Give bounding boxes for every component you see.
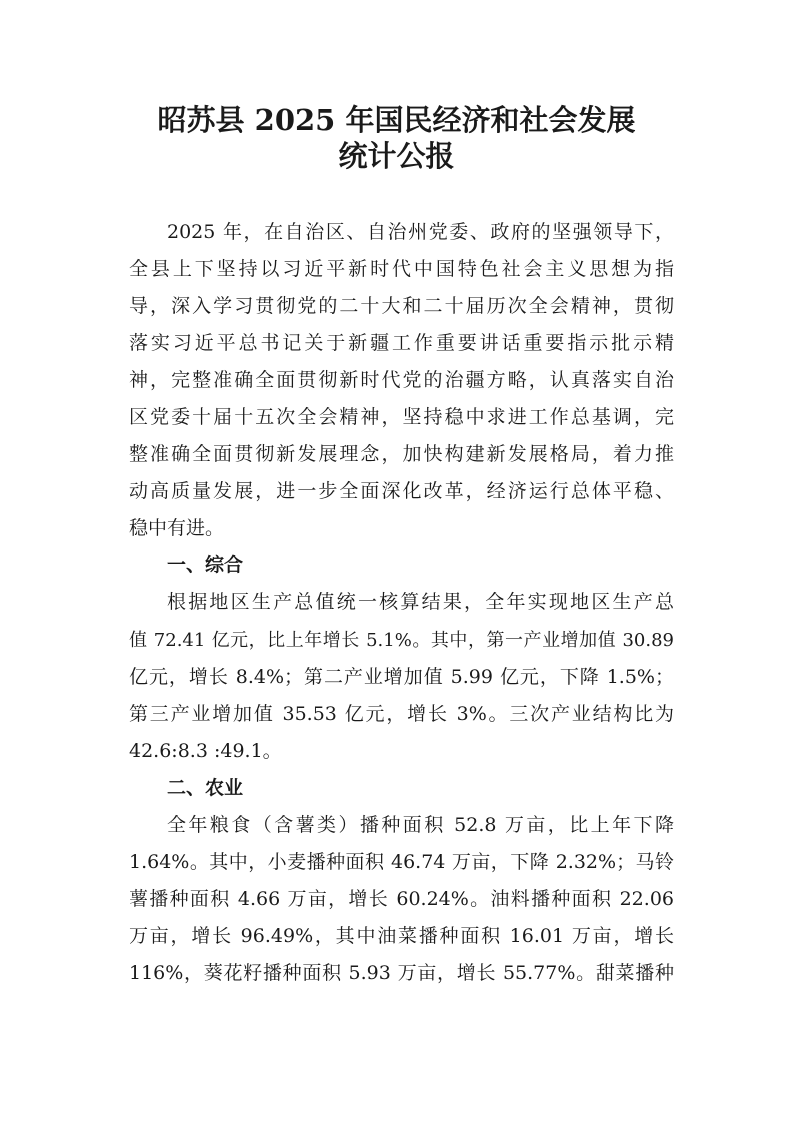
text-line: 1.64%。其中，小麦播种面积 46.74 万亩，下降 2.32%；马铃 [129, 850, 674, 873]
text-line: 42.6:8.3 :49.1。 [129, 739, 282, 762]
text-line: 神，完整准确全面贯彻新时代党的治疆方略，认真落实自治 [129, 369, 674, 392]
text-line: 亿元，增长 8.4%；第二产业增加值 5.99 亿元，下降 1.5%； [129, 665, 674, 688]
intro-paragraph [129, 214, 674, 547]
section-heading-agriculture: 二、农业 [167, 776, 244, 799]
text-line: 116%，葵花籽播种面积 5.93 万亩，增长 55.77%。甜菜播种 [129, 961, 674, 984]
text-line: 万亩，增长 96.49%，其中油菜播种面积 16.01 万亩，增长 [129, 924, 674, 947]
text-line: 全年粮食（含薯类）播种面积 52.8 万亩，比上年下降 [167, 813, 674, 836]
document-body [129, 214, 674, 992]
text-line: 区党委十届十五次全会精神，坚持稳中求进工作总基调，完 [129, 406, 674, 429]
text-line: 值 72.41 亿元，比上年增长 5.1%。其中，第一产业增加值 30.89 [129, 629, 674, 651]
document-title-line-2: 统计公报 [338, 139, 455, 173]
text-line: 2025 年，在自治区、自治州党委、政府的坚强领导下， [167, 221, 674, 243]
text-line: 动高质量发展，进一步全面深化改革，经济运行总体平稳、 [129, 480, 674, 503]
document-title-line-1: 昭苏县 2025 年国民经济和社会发展 [157, 103, 636, 137]
text-line: 落实习近平总书记关于新疆工作重要讲话重要指示批示精 [129, 332, 674, 355]
text-line: 第三产业增加值 35.53 亿元，增长 3%。三次产业结构比为 [129, 702, 674, 725]
section-heading-comprehensive: 一、综合 [167, 554, 244, 577]
section-comprehensive-paragraph [129, 584, 674, 769]
text-line: 整准确全面贯彻新发展理念，加快构建新发展格局，着力推 [129, 443, 674, 466]
text-line: 薯播种面积 4.66 万亩，增长 60.24%。油料播种面积 22.06 [129, 887, 674, 910]
text-line: 根据地区生产总值统一核算结果，全年实现地区生产总 [167, 591, 674, 614]
text-line: 导，深入学习贯彻党的二十大和二十届历次全会精神，贯彻 [129, 295, 674, 318]
section-agriculture-paragraph [129, 807, 674, 992]
text-line: 稳中有进。 [129, 517, 225, 540]
text-line: 全县上下坚持以习近平新时代中国特色社会主义思想为指 [129, 258, 674, 281]
